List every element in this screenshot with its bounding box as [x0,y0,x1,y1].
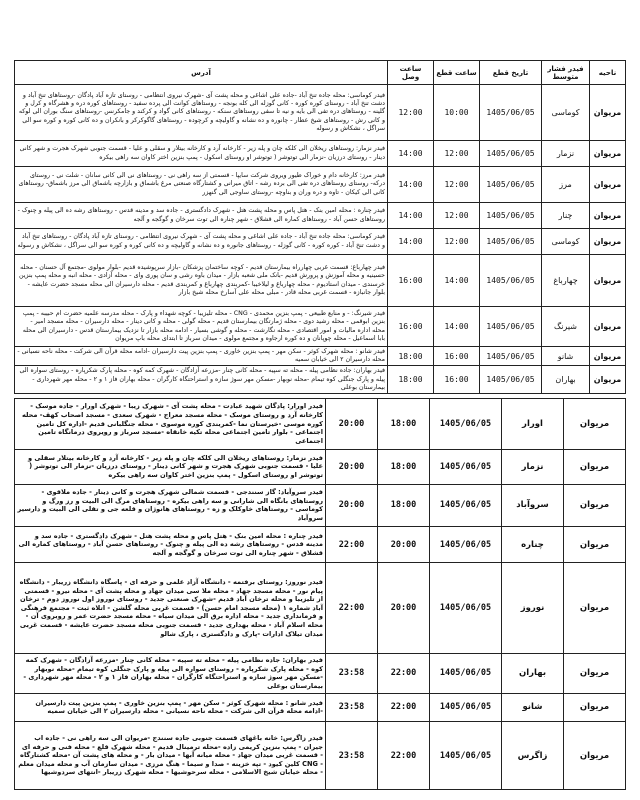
region-cell: مریوان [564,527,626,563]
header-start: ساعت قطع [434,61,480,85]
date-cell: 1405/06/05 [480,203,542,229]
start-time-cell: 16:00 [434,347,480,366]
table-row [15,347,626,366]
start-time-cell: 14:00 [434,307,480,347]
date-cell: 1405/06/05 [480,366,542,394]
date-cell: 1405/06/05 [480,141,542,167]
date-cell: 1405/06/05 [480,255,542,307]
end-time-cell: 12:00 [388,85,434,141]
end-time-cell: 23:58 [326,722,378,790]
header-address: آدرس [15,61,388,85]
start-time-cell: 20:00 [378,563,430,654]
address-cell: فیدر بهاران: جاده نظامی پیله - محله ته سپیه - محله کانی چنار -مزرعه آزادگان - شهرک کمه کوه - محله پارک شکرپاره - روستای سواره الی پیله و پارک جنگلی کوه تیمام -محله نوبهار -مسکن مهر سوژ سازه و استراحتگاه کارگران - محله بهاران فاز ۱ و ۲ - محله مهر شهرداری - بیمارستان بوعلی [15,366,388,394]
table-row [15,399,626,450]
end-time-cell: 16:00 [388,255,434,307]
start-time-cell: 22:00 [378,654,430,694]
table-row [15,229,626,255]
region-cell: مریوان [564,484,626,526]
region-cell: مریوان [564,563,626,654]
table-row [15,203,626,229]
region-cell: مریوان [590,141,626,167]
start-time-cell: 22:00 [378,722,430,790]
date-cell: 1405/06/05 [480,307,542,347]
date-cell: 1405/06/05 [430,399,502,450]
feeder-cell: نزمار [542,141,590,167]
date-cell: 1405/06/05 [430,693,502,722]
table-row [15,693,626,722]
table-row [15,141,626,167]
feeder-cell: چناره [502,527,564,563]
start-time-cell: 18:00 [378,484,430,526]
feeder-cell: زاگرس [502,722,564,790]
address-cell: فیدر مرز: کارخانه دام و خوراک طیور ویروی شرکت سایپا - قسمتی از سه راهی نی - روستاهای نی الی کانی سانان - شلت نی - روستای درکه- روستای روستاهای دره تفی الی برده رشه - اتاق میرانی و کشتارگاه صنعتی مرغ باشماق و بازارچه باشماق الی مرز باشماق- روستاهای کانی الی کیکان - تاوه و دره وران و بناوچه -روستای ساوجی الی گنهزر [15,167,388,203]
region-cell: مریوان [590,366,626,394]
date-cell: 1405/06/05 [430,484,502,526]
start-time-cell: 14:00 [434,255,480,307]
table-row [15,484,626,526]
address-cell: فیدر نزمار: روستاهای ریخلان الی کلکه چان و پله زیر - کارخانه آرد و کارخانه بیتلار و سقلی و علیا - قسمت جنوبی شهرک هجرت و شهر کانی دینار - روستای درزیان -نزمار الی توتوشر ( توتوشر او روستای اسکول - پمپ بنزین اختر کاوان سه راهی بیکره [15,141,388,167]
end-time-cell: 14:00 [388,141,434,167]
region-cell: مریوان [564,693,626,722]
start-time-cell: 22:00 [378,693,430,722]
table-row [15,722,626,790]
region-cell: مریوان [590,255,626,307]
end-time-cell: 18:00 [388,366,434,394]
date-cell: 1405/06/05 [430,449,502,484]
end-time-cell: 22:00 [326,527,378,563]
address-cell: فیدر کوماسی: محله جاده تنخ آباد -جاده علی اشاغی و محله پشت آی -شهرک نیروی انتظامی - روستای تازه آباد پادگان -روستاهای تنخ آباد و دشت تنخ آباد - روستای کوره کوره - کانی گوزله الی کله بونجه - روستاهای کوانت الی پرده سفید - روستاهای کوره دره و هشرگاه و کرل و گلینه - روستاهای دره تفی الی بایه و نیه تا سفی روستاهای سنکه - روستاهای کانی گواد و کرکند و جامکرنس -روستاهای سنگ بوران الی لوکه و کانی رش - روستاهای شیخ عطار - چانوره و ده نشانه و گاولیچه و کرچوده - روستاهای گاگوکرکر و بانکران و ده کانی کوره و کوره سو الی سراگل ، نشکاش و رسوله [15,85,388,141]
end-time-cell: 20:00 [326,399,378,450]
region-cell: مریوان [590,167,626,203]
date-cell: 1405/06/05 [480,167,542,203]
table-row [15,167,626,203]
feeder-cell: چهارباغ [542,255,590,307]
region-cell: مریوان [564,722,626,790]
table-row [15,527,626,563]
end-time-cell: 14:00 [388,229,434,255]
table-row [15,563,626,654]
end-time-cell: 20:00 [326,449,378,484]
end-time-cell: 23:58 [326,693,378,722]
end-time-cell: 14:00 [388,203,434,229]
start-time-cell: 12:00 [434,203,480,229]
outage-table-bottom [14,398,626,790]
date-cell: 1405/06/05 [430,654,502,694]
feeder-cell: شانو [542,347,590,366]
address-cell: فیدر چناره : محله امین بنک - هتل پاس و محله پشت هتل - شهرک دادگستری - جاده سد و مدینه قدس - روستاهای رشه ده الی پیله و چنوک - روستاهای حسن آباد - روستاهای کماره الی قشلاق - شهر چناره الی توت سرخان و گوگجه و آلجه [15,203,388,229]
address-cell: فیدر کوماسی: محله جاده تنخ آباد - جاده علی اشاغی و محله پشت آی - شهرک نیروی انتظامی - روستای تازه آباد پادگان - روستاهای تنخ آباد و دشت تنخ آباد - کوره کوره - کانی گوزله - روستاهای جانوره و ده نشانه و گاولیچه و ده کانی کوره و کوره سو الی سراگل ، نشکاش و رسوله [15,229,388,255]
end-time-cell: 16:00 [388,307,434,347]
table-row [15,654,626,694]
address-cell: فیدر شانو : محله شهرک کوثر - سکن مهر - پمپ بنزین خاوری - پمپ بنزین پیت دارسیران -ادامه محله قرآن الی شرکت - محله ناحه نسیانی - محله دارسیران ۲ الی خیابان سمیه [15,347,388,366]
feeder-cell: بهاران [502,654,564,694]
feeder-cell: چنار [542,203,590,229]
region-cell: مریوان [590,85,626,141]
start-time-cell: 20:00 [378,527,430,563]
region-cell: مریوان [564,654,626,694]
header-feeder: فیدر فشار متوسط [542,61,590,85]
table-header-row [15,61,626,85]
feeder-cell: مرز [542,167,590,203]
table-row [15,307,626,347]
address-cell: فیدر اورار: پادگان شهید عبادت - محله پشت آی - شهرک زیبا - شهرک اورار - جاده موسک - کارخانه آرد و روستای موسک - محله مسجد معراج - شهرک سعدی - مسجد اصحاب کهف- محله کوره موسی -خیرستان نما -کمربندی کوره موسوی - محله جنگلبانی قدیم -اداره کل تامین اجتماعی - بلوار تامین اجتماعی محله تکیه خانقاه -مسجد سرباز و رویروی درمانگاه تامین اجتماعی [15,399,326,450]
address-cell: فیدر نزمار: روستاهای ریخلان الی کلکه چان و پله زیر - کارخانه آرد و کارخانه بیتلار سقلی و علیا - قسمت جنوبی شهرک هجرت و شهر کانی دینار - روستای درزیان -نزمار الی توتوشر ( توتوشر او روستای اسکول - پمپ بنزین اختر کاوان سه راهی بیکره [15,449,326,484]
table-row [15,449,626,484]
start-time-cell: 18:00 [378,399,430,450]
region-cell: مریوان [590,203,626,229]
region-cell: مریوان [564,399,626,450]
start-time-cell: 10:00 [434,85,480,141]
table-row [15,366,626,394]
end-time-cell: 18:00 [388,347,434,366]
end-time-cell: 20:00 [326,484,378,526]
table-row [15,85,626,141]
feeder-cell: کوماسی [542,85,590,141]
date-cell: 1405/06/05 [430,563,502,654]
feeder-cell: نوروز [502,563,564,654]
date-cell: 1405/06/05 [480,347,542,366]
region-cell: مریوان [590,229,626,255]
feeder-cell: شیرنگ [542,307,590,347]
address-cell: فیدر نوروز: روستای برفتمه - دانشگاه آزاد علمی و حرفه ای - پاسگاه دانشگاه زریبار - دانشگاه پیام نور - محله مسجد جهاد - محله ملا سی میدان جهاد و محله پشت آی - محله نیرو - قسمتی از تلیزیبا و محله ترخان آباد قدیم -شهرک صنعتی جدید - روستای نوروز اول نوروز دوم - ترخان آباد شماره ۱ (محله مسجد امام حسن) - قسمت غربی محله گلشن - اتلاه ثبت - مجتمع فرهنگی و فرمانداری جدید - محله اداره برق الی میدان سیاه - محله مسجد حضرت عمر و روبروی آن - محله اسلام آباد - محله بهداری جدید - قسمت جنوبی محله مسجد حضرت عایشه - قسمت غربی میدان تیلاک ادارات -پارک و دادگستری ، پارک شالو [15,563,326,654]
date-cell: 1405/06/05 [480,229,542,255]
address-cell: فیدر چناره : محله امین بنک - هتل پاس و محله پشت هتل - شهرک دادگستری - جاده سد و مدینه قدس - روستاهای رشه ده الی پیله و چنوک - روستاهای حسن آباد - روستاهای کماره الی قشلاق - شهر چناره الی توت سرخان و گوگجه و آلجه [15,527,326,563]
feeder-cell: اورار [502,399,564,450]
table-row [15,255,626,307]
date-cell: 1405/06/05 [480,85,542,141]
header-date: تاریخ قطع [480,61,542,85]
end-time-cell: 14:00 [388,167,434,203]
date-cell: 1405/06/05 [430,722,502,790]
header-region: ناحیه [590,61,626,85]
address-cell: فیدر سروآباد: گاز سنندجی - قسمت شمالی شهرک هجرت و کانی دینار - جاده ملاقوی - روستاهای بانگاه الی شارانی و سه راهی بیکره - روستاهای مرگ الی البیت و رز ورگ و کوماسی - روستاهای خاوکلک و زه - روستاهای هانوژان و قلعه جی و تفلی الی البیت و دارسیر سروآباد [15,484,326,526]
start-time-cell: 16:00 [434,366,480,394]
feeder-cell: نزمار [502,449,564,484]
end-time-cell: 23:58 [326,654,378,694]
region-cell: مریوان [590,307,626,347]
address-cell: فیدر چهارباغ: قسمت غربی چهارراه بیمارستان قدیم - کوچه ساختمان پزشکان -بازار سرپوشیده قدیم -بلوار مولوی -مجتمع آل حسنان - محله حسینیه و محله آموزش و پرورش قدیم -بانک ملی شعبه بازار - میدان باوه رشی و سان پوری وای - محله آزادی - محله انبه و محله پمپ بنزین خرسندی - میدان استادیوم - محله چهارباغ و لیلاخیبا -کمربندی چهارباغ و کمربندی قدیم - محله دارسیران الی محله مسجد حضرت عایشه - بلوار جانبازه - قسمت غربی محله قادر - مبلی محله علی آسارخ محله شیخ بازار [15,255,388,307]
outage-table-top [14,60,626,391]
feeder-cell: سروآباد [502,484,564,526]
feeder-cell: کوماسی [542,229,590,255]
address-cell: فیدر شیرنگ: - و منابع طبیعی - پمپ بنزین محمدی - CNG - محله تلیزیبا - کوچه شهداء و پارک - محله مدرسه علمیه حضرت ام حبیبه - پمپ بنزین ابوقمی - محله رشید دوی - محله ژمارتگان بیمارستان قدیم - محله گولی - محله و کانی دینار - محله دارسیران - محله مسجد امیر - محله اداره مالیات و امور اقتصادی - محله نگارشت - محله و گوشی بسیار - ادامه محله بازار تا نزدیک بیمارستان قدس - دارسیران الی محله بابا اسماعیل - محله چوپانان و ده کوره ارجاوه و مجتمع مولوی - میدان سرباز تا ابتدای محله باپ مریوان [15,307,388,347]
start-time-cell: 12:00 [434,167,480,203]
start-time-cell: 12:00 [434,229,480,255]
region-cell: مریوان [564,449,626,484]
header-end: ساعت وصل [388,61,434,85]
start-time-cell: 18:00 [378,449,430,484]
address-cell: فیدر بهاران: جاده نظامی پیله - محله ته سپیه - محله کانی چنار -مزرعه آزادگان - شهرک کمه کوه - محله پارک شکرپاره - روستای سواره الی پیله و پارک جنگلی کوه تیمام -محله نوبهار -مسکن مهر سوژ سازه و استراحتگاه کارگران - محله بهاران فاز ۱ و ۲ - محله مهر شهرداری - بیمارستان بوعلی [15,654,326,694]
end-time-cell: 22:00 [326,563,378,654]
address-cell: فیدر شانو : محله شهرک کوثر - سکن مهر - پمپ بنزین خاوری - پمپ بنزین پیت دارسیران -ادامه محله قرآن الی شرکت - محله ناحه نسیانی - محله دارسیران ۲ الی خیابان سمیه [15,693,326,722]
date-cell: 1405/06/05 [430,527,502,563]
feeder-cell: بهاران [542,366,590,394]
address-cell: فیدر زاگرس: خانه باغهای قسمت جنوبی جاده سنندج -مریوان الی سه راهی نی - جاده اب جیران - پمپ بنزین کریمی زاده -محله ترمینال قدیم - محله شهرک قلع - محله فنی و حرفه ای - قسمت غربی میدان جهاد - محله میانه آبها - میدان بار - و محله های پشت آن -محله کشتارگاه - CNG کلین کیود - تپه خزینه - صدا و سیما - هنگ مرزی - میدان سازمان آب و محله میدان معلم - محله خیابان شیخ الاسلامی - محله سرحوشیها - محله شهرک زریبار -انتهای سردوشیها [15,722,326,790]
feeder-cell: شانو [502,693,564,722]
region-cell: مریوان [590,347,626,366]
start-time-cell: 12:00 [434,141,480,167]
